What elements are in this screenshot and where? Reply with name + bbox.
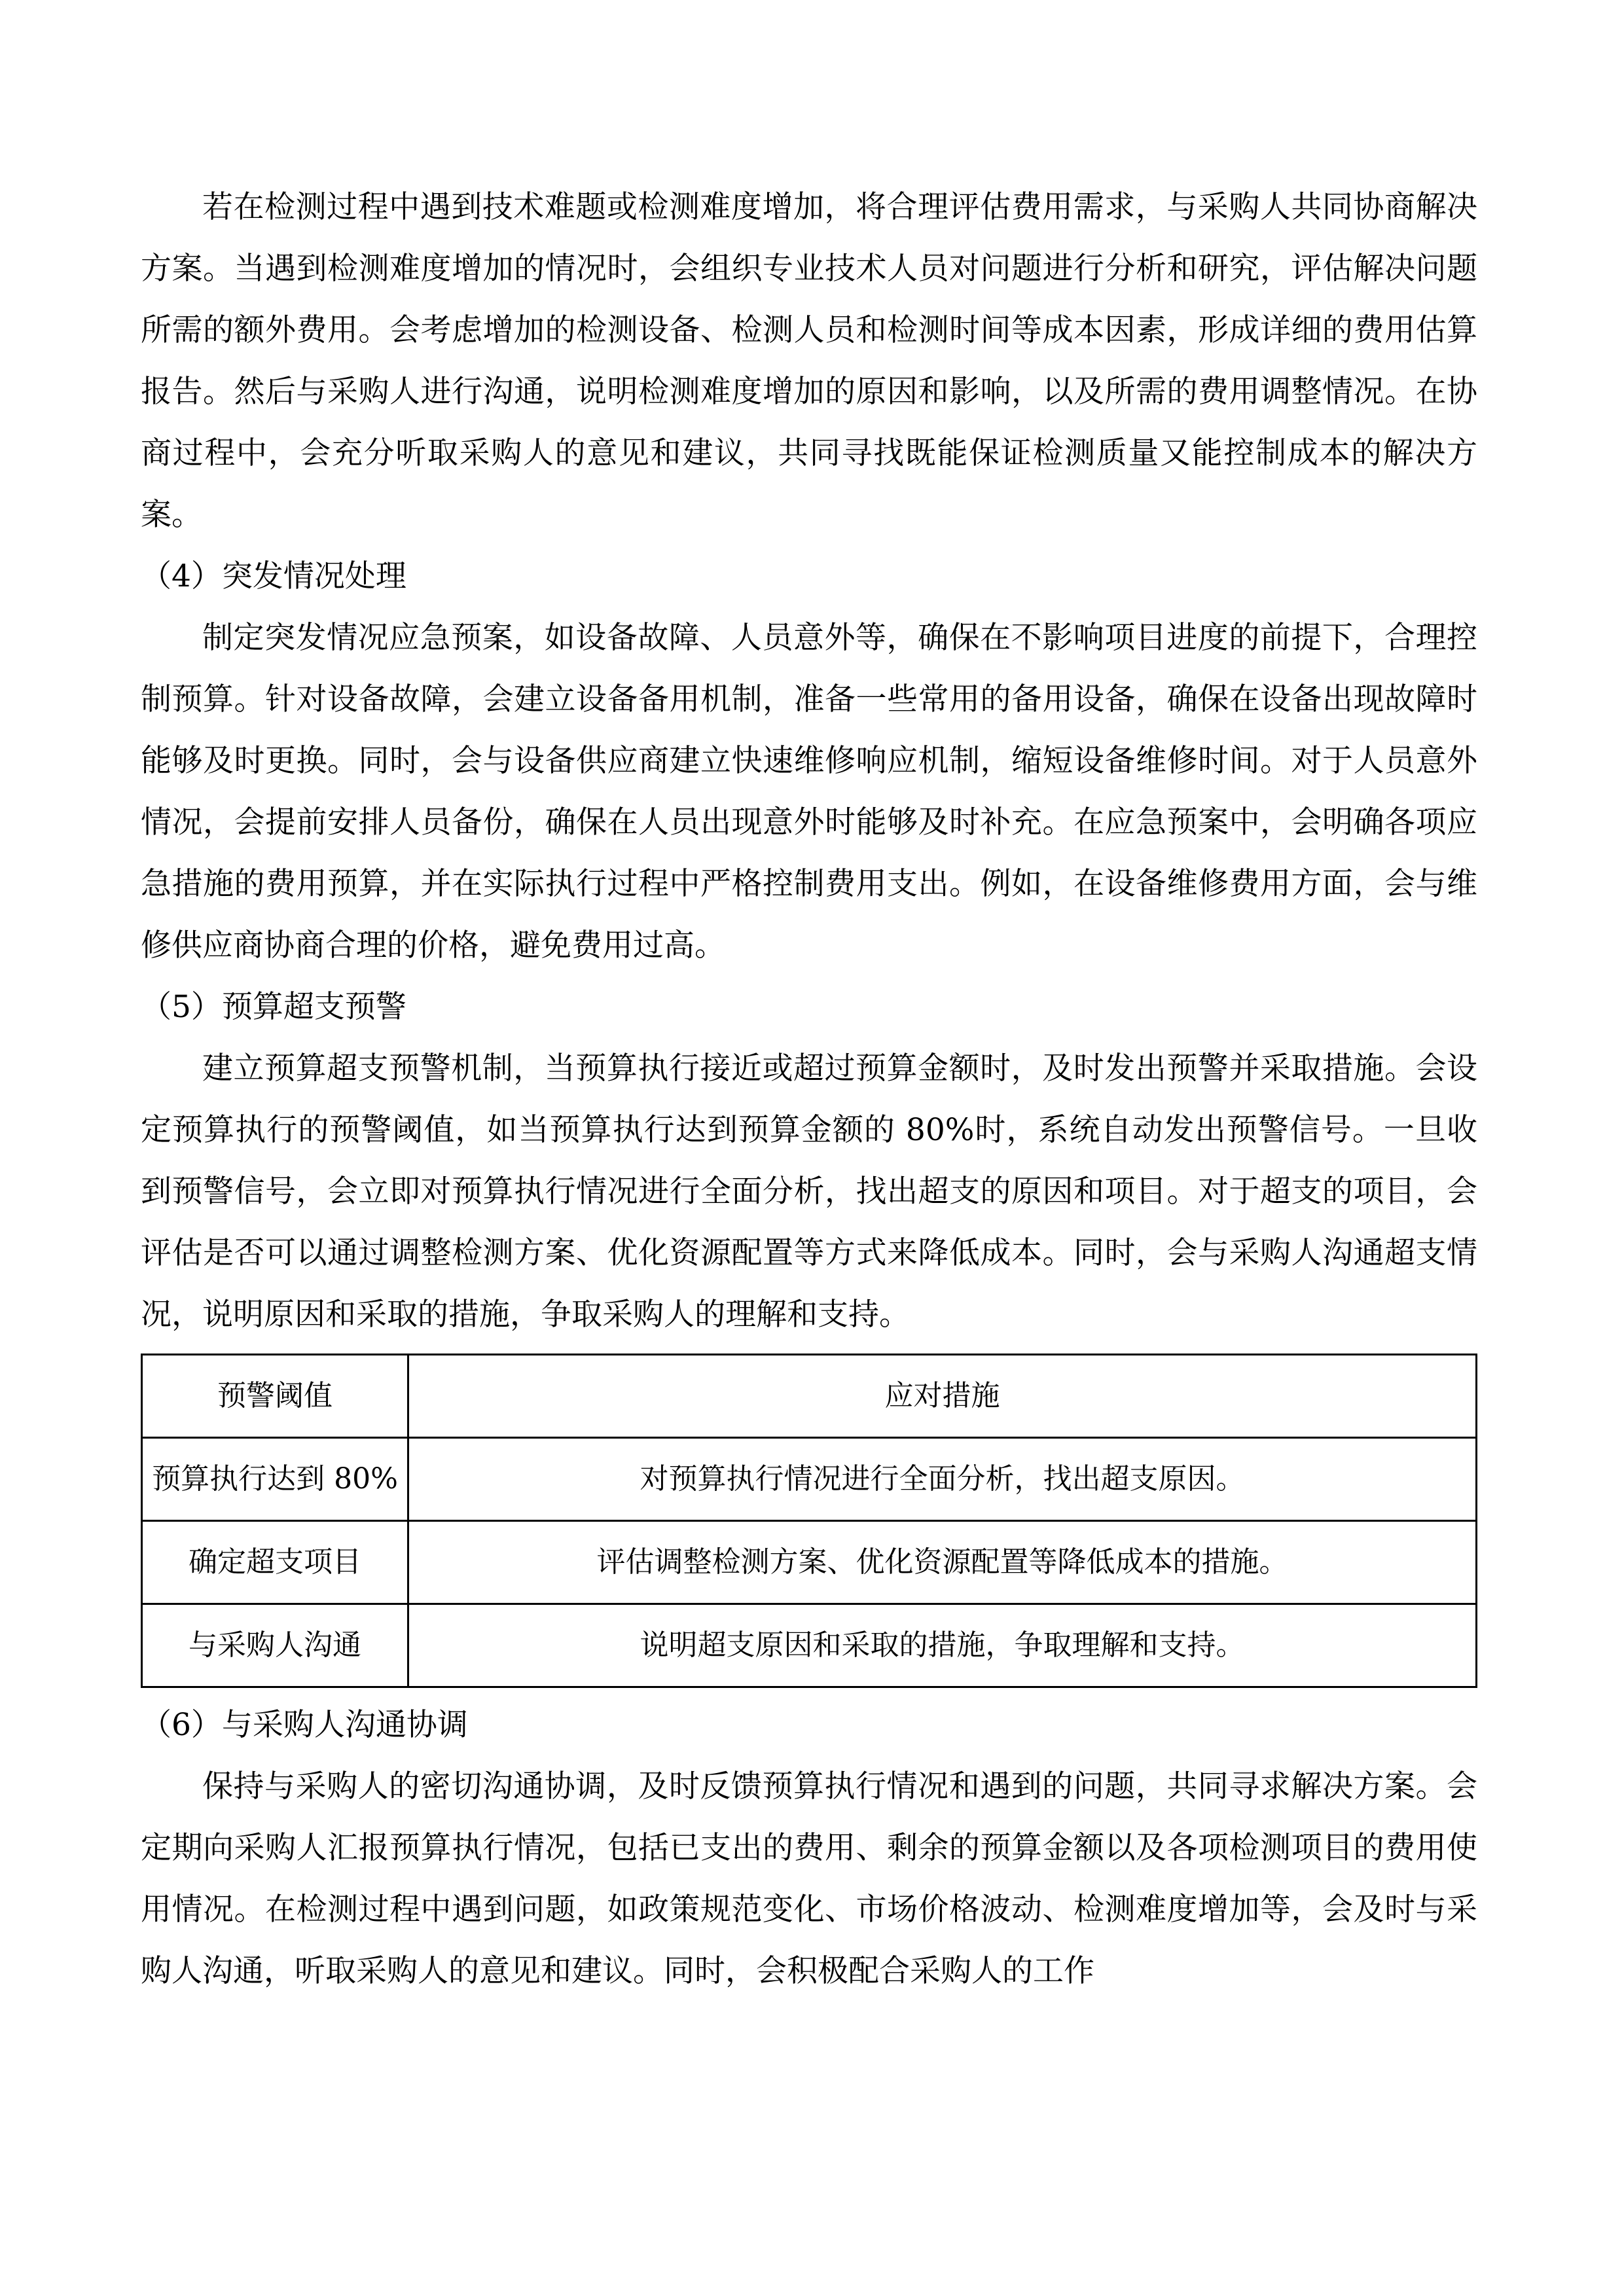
heading-overspend-warning: （5）预算超支预警 xyxy=(141,989,406,1025)
page-content xyxy=(141,177,1477,2002)
table-cell-threshold: 确定超支项目 xyxy=(142,1521,408,1604)
table-header-row xyxy=(142,1355,1477,1438)
paragraph-communication-coordination: 保持与采购人的密切沟通协调，及时反馈预算执行情况和遇到的问题，共同寻求解决方案。会定期向采购人汇报预算执行情况，包括已支出的费用、剩余的预算金额以及各项检测项目的费用使用情况。在检测过程中遇到问题，如政策规范变化、市场价格波动、检测难度增加等，会及时与采购人沟通，听取采购人的意见和建议。同时，会积极配合采购人的工作 xyxy=(141,1768,1477,1989)
paragraph-emergency-handling: 制定突发情况应急预案，如设备故障、人员意外等，确保在不影响项目进度的前提下，合理控制预算。针对设备故障，会建立设备备用机制，准备一些常用的备用设备，确保在设备出现故障时能够及时更换。同时，会与设备供应商建立快速维修响应机制，缩短设备维修时间。对于人员意外情况，会提前安排人员备份，确保在人员出现意外时能够及时补充。在应急预案中，会明确各项应急措施的费用预算，并在实际执行过程中严格控制费用支出。例如，在设备维修费用方面，会与维修供应商协商合理的价格，避免费用过高。 xyxy=(141,620,1477,963)
table-cell-threshold: 与采购人沟通 xyxy=(142,1604,408,1687)
paragraph-fee-negotiation: 若在检测过程中遇到技术难题或检测难度增加，将合理评估费用需求，与采购人共同协商解决方案。当遇到检测难度增加的情况时，会组织专业技术人员对问题进行分析和研究，评估解决问题所需的额外费用。会考虑增加的检测设备、检测人员和检测时间等成本因素，形成详细的费用估算报告。然后与采购人进行沟通，说明检测难度增加的原因和影响，以及所需的费用调整情况。在协商过程中，会充分听取采购人的意见和建议，共同寻找既能保证检测质量又能控制成本的解决方案。 xyxy=(141,189,1477,533)
table-cell-measure: 说明超支原因和采取的措施，争取理解和支持。 xyxy=(408,1604,1477,1687)
table-cell-threshold: 预算执行达到 80% xyxy=(142,1438,408,1521)
table-cell-measure: 评估调整检测方案、优化资源配置等降低成本的措施。 xyxy=(408,1521,1477,1604)
table-cell-measure: 对预算执行情况进行全面分析，找出超支原因。 xyxy=(408,1438,1477,1521)
warning-threshold-table xyxy=(141,1354,1477,1688)
paragraph-overspend-warning: 建立预算超支预警机制，当预算执行接近或超过预算金额时，及时发出预警并采取措施。会设定预算执行的预警阈值，如当预算执行达到预算金额的 80%时，系统自动发出预警信号。一旦收到预警信号，会立即对预算执行情况进行全面分析，找出超支的原因和项目。对于超支的项目，会评估是否可以通过调整检测方案、优化资源配置等方式来降低成本。同时，会与采购人沟通超支情况，说明原因和采取的措施，争取采购人的理解和支持。 xyxy=(141,1050,1477,1333)
table-header-threshold: 预警阈值 xyxy=(142,1355,408,1438)
table-header-measure: 应对措施 xyxy=(408,1355,1477,1438)
table-row xyxy=(142,1604,1477,1687)
table-row xyxy=(142,1521,1477,1604)
table-row xyxy=(142,1438,1477,1521)
heading-emergency-handling: （4）突发情况处理 xyxy=(141,558,406,594)
heading-communication-coordination: （6）与采购人沟通协调 xyxy=(141,1707,468,1743)
